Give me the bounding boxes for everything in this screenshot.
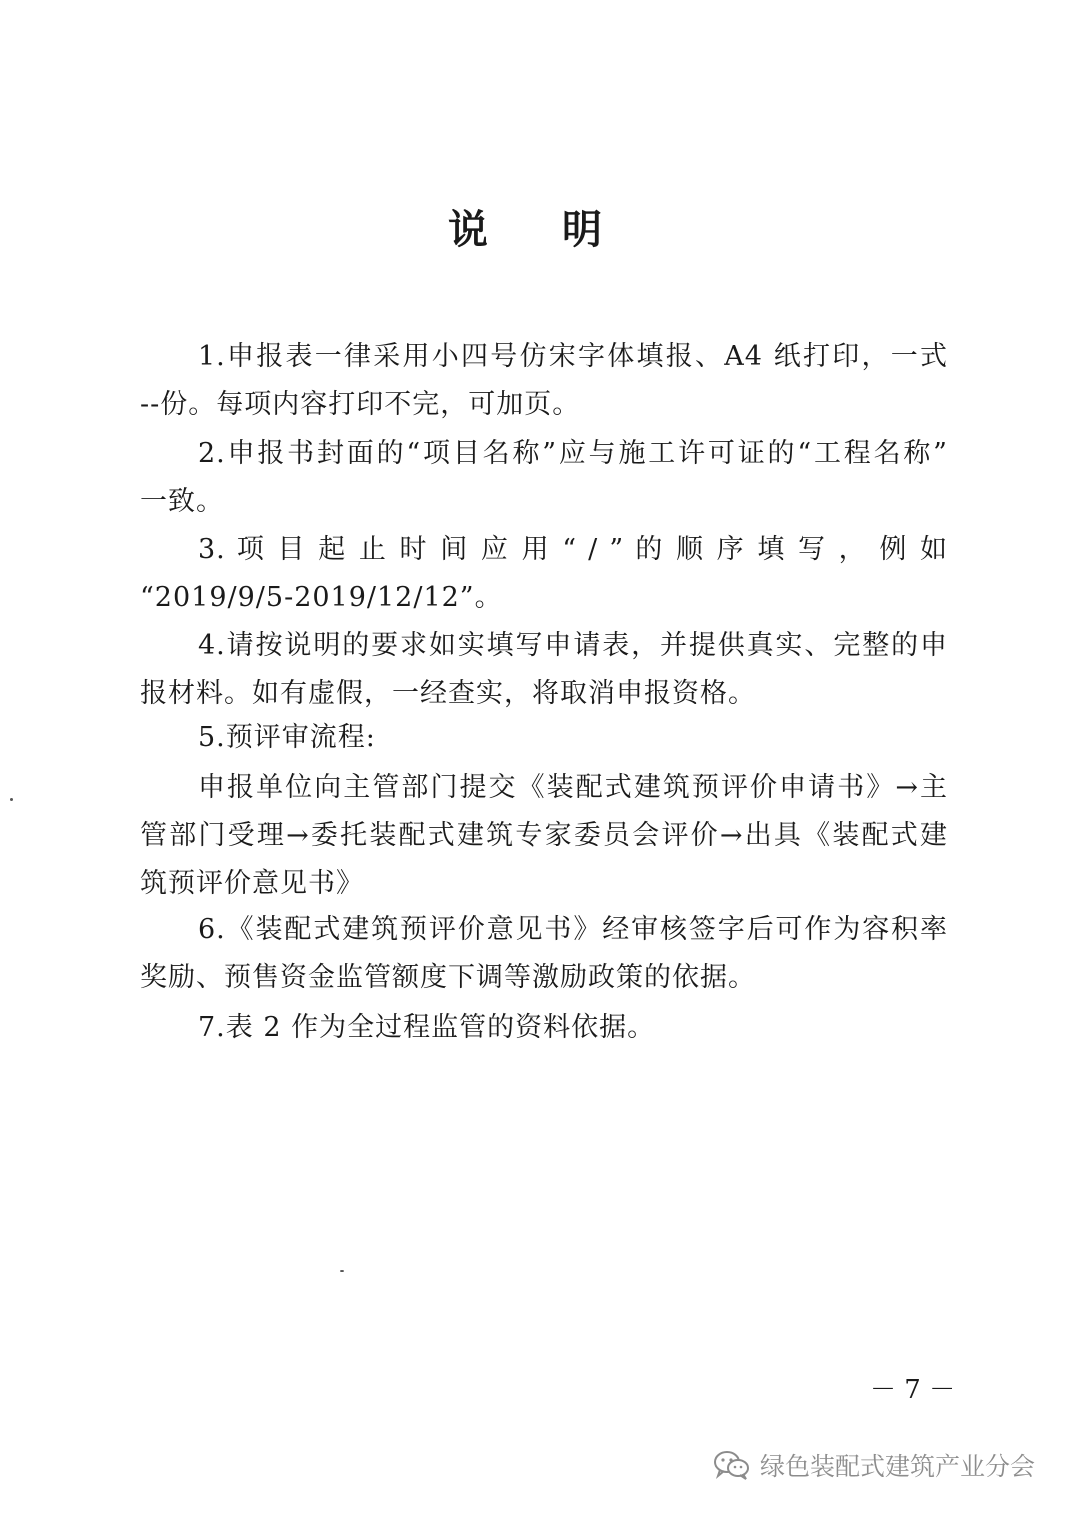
paragraph-line: 5.预评审流程: [198, 722, 376, 753]
instruction-item-1 [140, 333, 948, 429]
scan-speck [10, 798, 13, 801]
instruction-item-3 [140, 526, 948, 622]
paragraph-line: 一致。 [140, 486, 224, 517]
page-number: － 7 － [870, 1375, 956, 1405]
instruction-item-5 [140, 714, 948, 762]
page-title: 说 明 [448, 206, 632, 253]
paragraph-line: 管部门受理→委托装配式建筑专家委员会评价→出具《装配式建 [140, 820, 948, 851]
paragraph-line: 3. 项 目 起 止 时 间 应 用 “ / ” 的 顺 序 填 写 ， 例 如 [198, 534, 948, 565]
paragraph-line: 报材料。如有虚假，一经查实，将取消申报资格。 [140, 678, 756, 709]
paragraph-line: 6.《装配式建筑预评价意见书》经审核签字后可作为容积率 [198, 914, 948, 945]
instruction-item-2 [140, 430, 948, 526]
paragraph-line: 1.申报表一律采用小四号仿宋字体填报、A4 纸打印，一式 [198, 341, 948, 372]
review-process-flow [140, 764, 948, 908]
paragraph-line: “2019/9/5-2019/12/12”。 [140, 582, 503, 613]
paragraph-line: 4.请按说明的要求如实填写申请表，并提供真实、完整的申 [198, 630, 948, 661]
watermark [712, 1445, 1035, 1485]
instruction-item-6 [140, 906, 948, 1002]
paragraph-line: 申报单位向主管部门提交《装配式建筑预评价申请书》→主 [198, 772, 948, 803]
paragraph-line: 奖励、预售资金监管额度下调等激励政策的依据。 [140, 962, 756, 993]
instruction-item-4 [140, 622, 948, 718]
paragraph-line: 7.表 2 作为全过程监管的资料依据。 [198, 1012, 656, 1043]
paragraph-line: 2.申报书封面的“项目名称”应与施工许可证的“工程名称” [198, 438, 948, 469]
instruction-item-7 [140, 1004, 948, 1052]
paragraph-line: 筑预评价意见书》 [140, 868, 364, 899]
scan-speck [340, 1270, 344, 1272]
paragraph-line: --份。每项内容打印不完，可加页。 [140, 389, 581, 420]
wechat-icon [712, 1448, 752, 1482]
watermark-text: 绿色装配式建筑产业分会 [760, 1452, 1036, 1481]
